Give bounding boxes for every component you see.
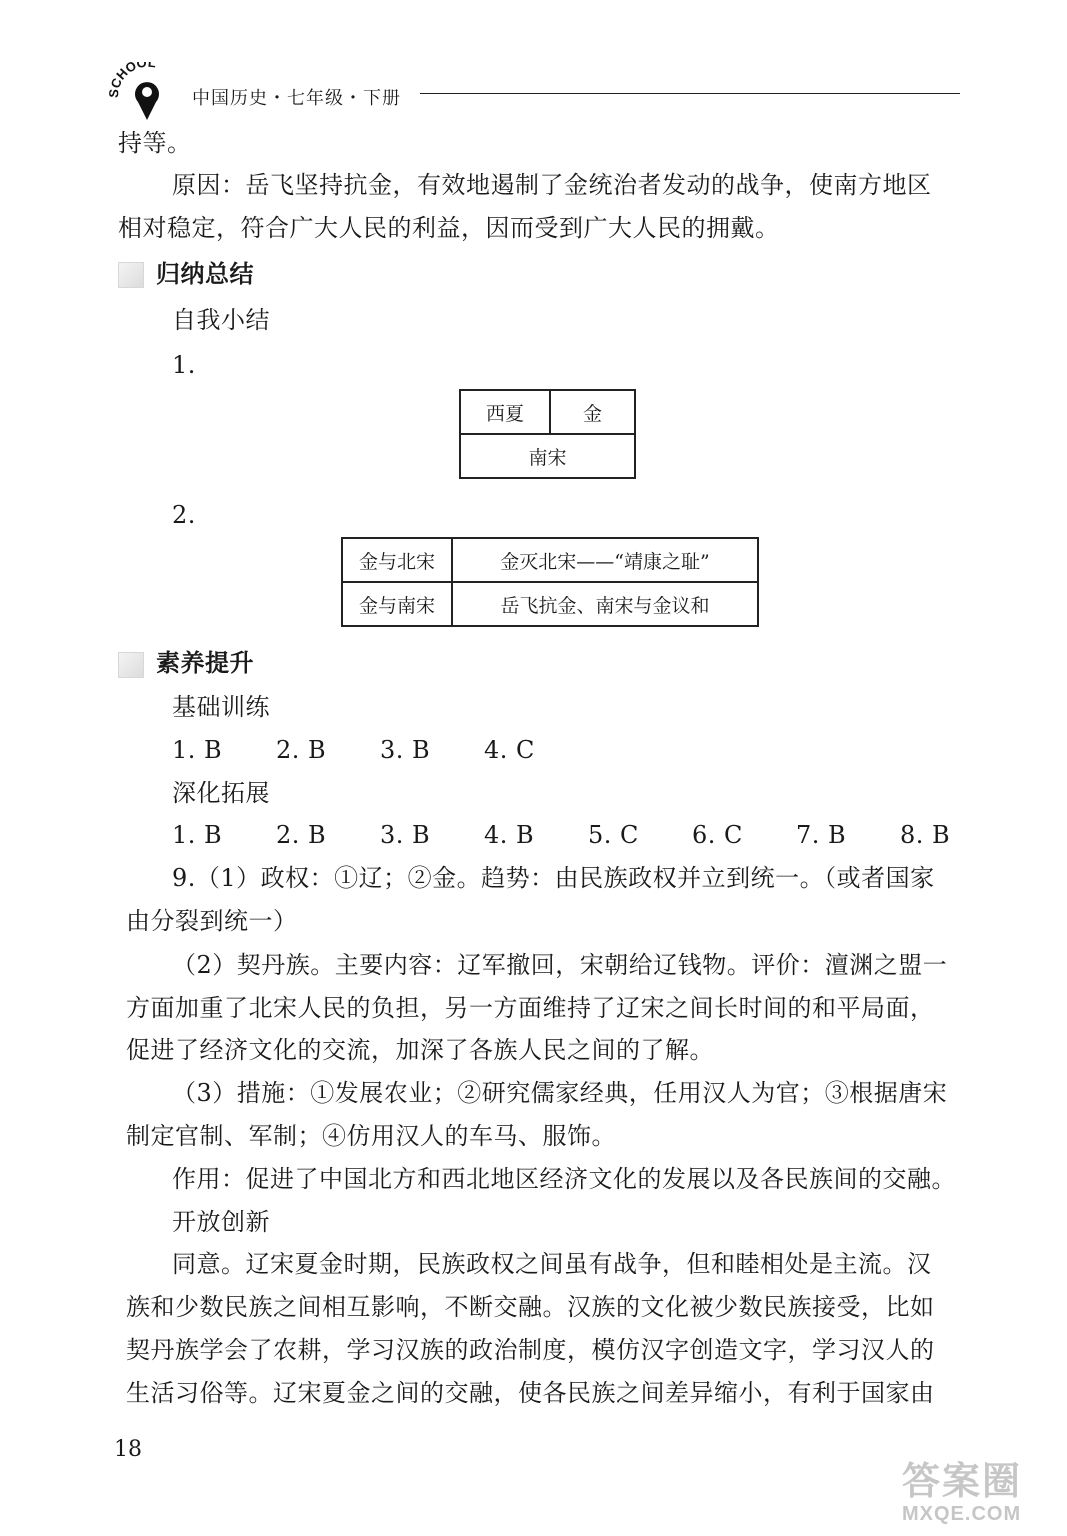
school-pin-icon	[108, 62, 186, 124]
table-row-left: 金与南宋	[342, 582, 452, 626]
answer: 6. C	[692, 821, 743, 849]
subtitle-self-summary: 自我小结	[172, 306, 270, 334]
answer: 2. B	[276, 821, 327, 849]
answer: 3. B	[380, 736, 431, 764]
watermark-url: MXQE.COM	[902, 1503, 1022, 1525]
watermark	[902, 1450, 1052, 1530]
q9-line: 9.（1）政权：①辽；②金。趋势：由民族政权并立到统一。（或者国家	[172, 864, 935, 892]
q9-line: 促进了经济文化的交流，加深了各族人民之间的了解。	[126, 1036, 714, 1064]
answer: 4. B	[484, 821, 535, 849]
q9-line: 方面加重了北宋人民的负担，另一方面维持了辽宋之间长时间的和平局面，	[126, 994, 935, 1022]
table-row-left: 金与北宋	[342, 538, 452, 582]
answer: 3. B	[380, 821, 431, 849]
section-title-improve: 素养提升	[156, 649, 254, 677]
section-icon	[118, 652, 144, 678]
answer: 7. B	[796, 821, 847, 849]
q9-line: （3）措施：①发展农业；②研究儒家经典，任用汉人为官；③根据唐宋	[172, 1079, 948, 1107]
q9-line: 由分裂到统一）	[126, 907, 298, 935]
table-regimes	[459, 389, 636, 479]
subtitle-deep: 深化拓展	[172, 779, 270, 807]
body-line-3: 相对稳定，符合广大人民的利益，因而受到广大人民的拥戴。	[118, 214, 780, 242]
subtitle-open: 开放创新	[172, 1208, 270, 1236]
item-number-2: 2.	[172, 501, 196, 529]
answer: 8. B	[900, 821, 951, 849]
page-number: 18	[114, 1437, 142, 1462]
answer: 5. C	[588, 821, 639, 849]
answer: 4. C	[484, 736, 535, 764]
logo-text: CHOOL	[108, 62, 157, 91]
cell-nansong: 南宋	[460, 434, 635, 478]
body-line-2: 原因：岳飞坚持抗金，有效地遏制了金统治者发动的战争，使南方地区	[172, 171, 932, 199]
open-line: 契丹族学会了农耕，学习汉族的政治制度，模仿汉字创造文字，学习汉人的	[126, 1336, 935, 1364]
open-line: 同意。辽宋夏金时期，民族政权之间虽有战争，但和睦相处是主流。汉	[172, 1250, 932, 1278]
section-icon	[118, 262, 144, 288]
q9-line: （2）契丹族。主要内容：辽军撤回，宋朝给辽钱物。评价：澶渊之盟一	[172, 951, 948, 979]
body-line-1: 持等。	[118, 129, 192, 157]
open-line: 族和少数民族之间相互影响，不断交融。汉族的文化被少数民族接受，比如	[126, 1293, 935, 1321]
school-logo	[108, 62, 186, 124]
subtitle-basic: 基础训练	[172, 693, 270, 721]
cell-jin: 金	[550, 390, 635, 434]
item-number-1: 1.	[172, 351, 196, 379]
answer: 1. B	[172, 821, 223, 849]
section-title-summary: 归纳总结	[156, 260, 254, 288]
deep-answers	[172, 820, 950, 850]
table-relations	[341, 537, 759, 627]
header-title: 中国历史・七年级・下册	[192, 88, 401, 109]
table-row-right: 岳飞抗金、南宋与金议和	[452, 582, 758, 626]
answer: 1. B	[172, 736, 223, 764]
answer: 2. B	[276, 736, 327, 764]
cell-xixia: 西夏	[460, 390, 550, 434]
table-row-right: 金灭北宋——“靖康之耻”	[452, 538, 758, 582]
open-line: 生活习俗等。辽宋夏金之间的交融，使各民族之间差异缩小，有利于国家由	[126, 1379, 935, 1407]
q9-line: 制定官制、军制；④仿用汉人的车马、服饰。	[126, 1122, 616, 1150]
header-rule	[420, 93, 960, 94]
q9-line: 作用：促进了中国北方和西北地区经济文化的发展以及各民族间的交融。	[172, 1165, 956, 1193]
watermark-text: 答案圈	[902, 1459, 1023, 1503]
basic-answers	[172, 735, 535, 765]
